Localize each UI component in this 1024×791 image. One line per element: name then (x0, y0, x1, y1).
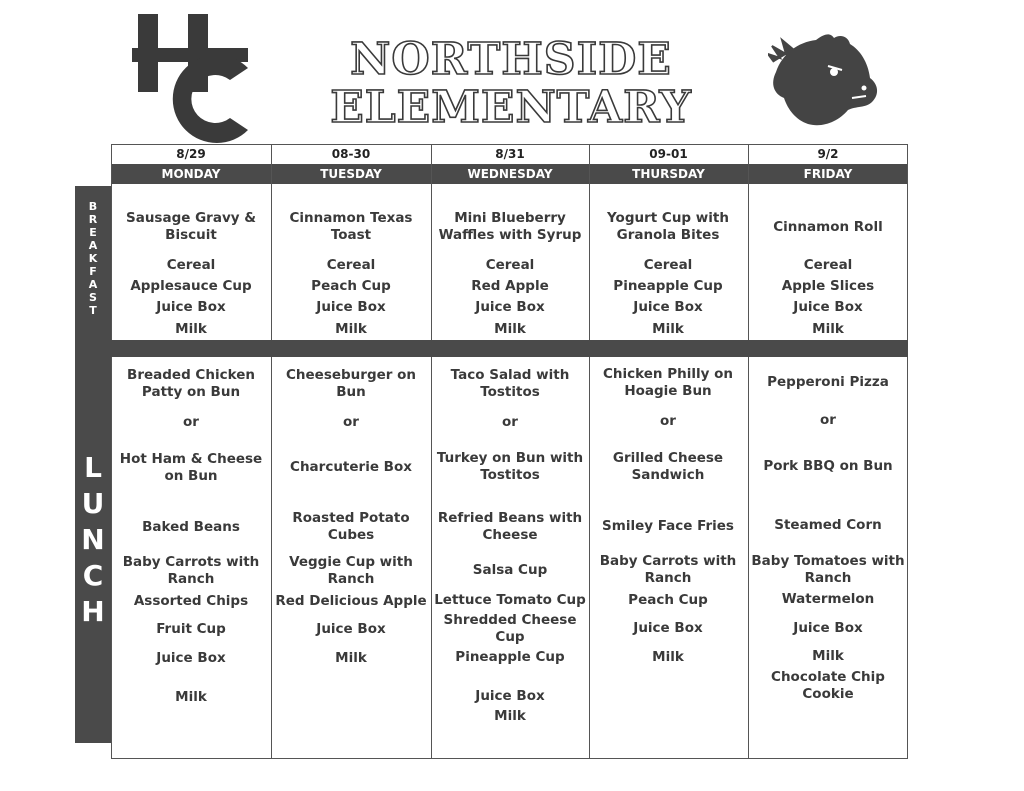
menu-item: Baked Beans (142, 519, 240, 535)
breakfast-label: B R E A K F A S T (88, 200, 98, 317)
menu-item: Smiley Face Fries (602, 518, 734, 534)
menu-item: Mini Blueberry Waffles with Syrup (438, 210, 582, 243)
menu-item: Juice Box (633, 620, 703, 636)
menu-item: Applesauce Cup (130, 278, 252, 294)
menu-item: Juice Box (156, 650, 226, 666)
menu-item: Cinnamon Texas Toast (289, 210, 413, 243)
menu-item: Shredded Cheese Cup (443, 612, 577, 645)
menu-item: Milk (494, 321, 526, 337)
menu-item: or (660, 413, 676, 429)
menu-item: Milk (652, 649, 684, 665)
menu-item: Chocolate Chip Cookie (771, 669, 885, 702)
menu-item: Milk (175, 321, 207, 337)
day-monday: MONDAY (161, 167, 221, 181)
menu-item: Salsa Cup (472, 562, 548, 578)
menu-item: Cinnamon Roll (773, 219, 883, 235)
menu-item: Juice Box (475, 299, 545, 315)
menu-item: Lettuce Tomato Cup (434, 592, 586, 608)
grid-divider (748, 144, 749, 759)
menu-item: Apple Slices (781, 278, 875, 294)
menu-item: Juice Box (475, 688, 545, 704)
menu-item: Chicken Philly on Hoagie Bun (602, 366, 733, 399)
menu-item: Juice Box (633, 299, 703, 315)
lunch-label: L U N C H (81, 451, 105, 628)
menu-item: Juice Box (156, 299, 226, 315)
menu-item: Refried Beans with Cheese (437, 510, 583, 543)
breakfast-lunch-separator (75, 340, 908, 357)
menu-item: Milk (812, 648, 844, 664)
grid-divider (271, 144, 272, 759)
menu-item: Baby Tomatoes with Ranch (751, 553, 905, 586)
menu-item: Pork BBQ on Bun (763, 458, 893, 474)
menu-item: Breaded Chicken Patty on Bun (127, 367, 255, 400)
menu-item: or (343, 414, 359, 430)
menu-item: Turkey on Bun with Tostitos (436, 450, 584, 483)
menu-item: Pepperoni Pizza (767, 374, 889, 390)
menu-item: Assorted Chips (133, 593, 249, 609)
menu-item: Cereal (326, 257, 376, 273)
school-name-line2: ELEMENTARY (330, 82, 692, 133)
menu-item: Juice Box (793, 299, 863, 315)
menu-item: Watermelon (781, 591, 875, 607)
menu-item: Milk (175, 689, 207, 705)
menu-item: Cereal (485, 257, 535, 273)
menu-item: Yogurt Cup with Granola Bites (607, 210, 729, 243)
menu-item: Milk (335, 650, 367, 666)
menu-item: Grilled Cheese Sandwich (612, 450, 724, 483)
menu-item: Sausage Gravy & Biscuit (125, 210, 257, 243)
menu-item: Baby Carrots with Ranch (122, 554, 260, 587)
date-tuesday: 08-30 (331, 147, 371, 161)
menu-item: Baby Carrots with Ranch (599, 553, 737, 586)
date-monday: 8/29 (176, 147, 206, 161)
menu-item: or (820, 412, 836, 428)
menu-item: Pineapple Cup (613, 278, 723, 294)
menu-item: Juice Box (316, 621, 386, 637)
day-tuesday: TUESDAY (320, 167, 382, 181)
menu-item: or (183, 414, 199, 430)
menu-item: Milk (335, 321, 367, 337)
day-friday: FRIDAY (803, 167, 853, 181)
menu-item: Charcuterie Box (290, 459, 412, 475)
menu-item: Roasted Potato Cubes (292, 510, 410, 543)
menu-item: Taco Salad with Tostitos (450, 367, 570, 400)
menu-item: Red Delicious Apple (275, 593, 427, 609)
menu-item: Peach Cup (628, 592, 708, 608)
menu-item: Milk (652, 321, 684, 337)
menu-item: Juice Box (316, 299, 386, 315)
horse-mascot-icon (768, 32, 880, 130)
hc-school-logo (130, 12, 255, 144)
menu-item: or (502, 414, 518, 430)
menu-item: Pineapple Cup (455, 649, 565, 665)
menu-item: Veggie Cup with Ranch (289, 554, 413, 587)
menu-item: Peach Cup (311, 278, 391, 294)
menu-item: Cheeseburger on Bun (285, 367, 417, 400)
menu-item: Hot Ham & Cheese on Bun (119, 451, 263, 484)
menu-item: Red Apple (471, 278, 549, 294)
day-wednesday: WEDNESDAY (467, 167, 553, 181)
menu-item: Cereal (803, 257, 853, 273)
day-thursday: THURSDAY (632, 167, 705, 181)
menu-item: Steamed Corn (774, 517, 882, 533)
menu-item: Milk (812, 321, 844, 337)
menu-item: Cereal (166, 257, 216, 273)
menu-item: Fruit Cup (156, 621, 226, 637)
menu-item: Cereal (643, 257, 693, 273)
date-friday: 9/2 (817, 147, 839, 161)
date-thursday: 09-01 (649, 147, 688, 161)
menu-item: Milk (494, 708, 526, 724)
school-name-line1: NORTHSIDE (350, 34, 672, 85)
menu-item: Juice Box (793, 620, 863, 636)
date-wednesday: 8/31 (495, 147, 525, 161)
